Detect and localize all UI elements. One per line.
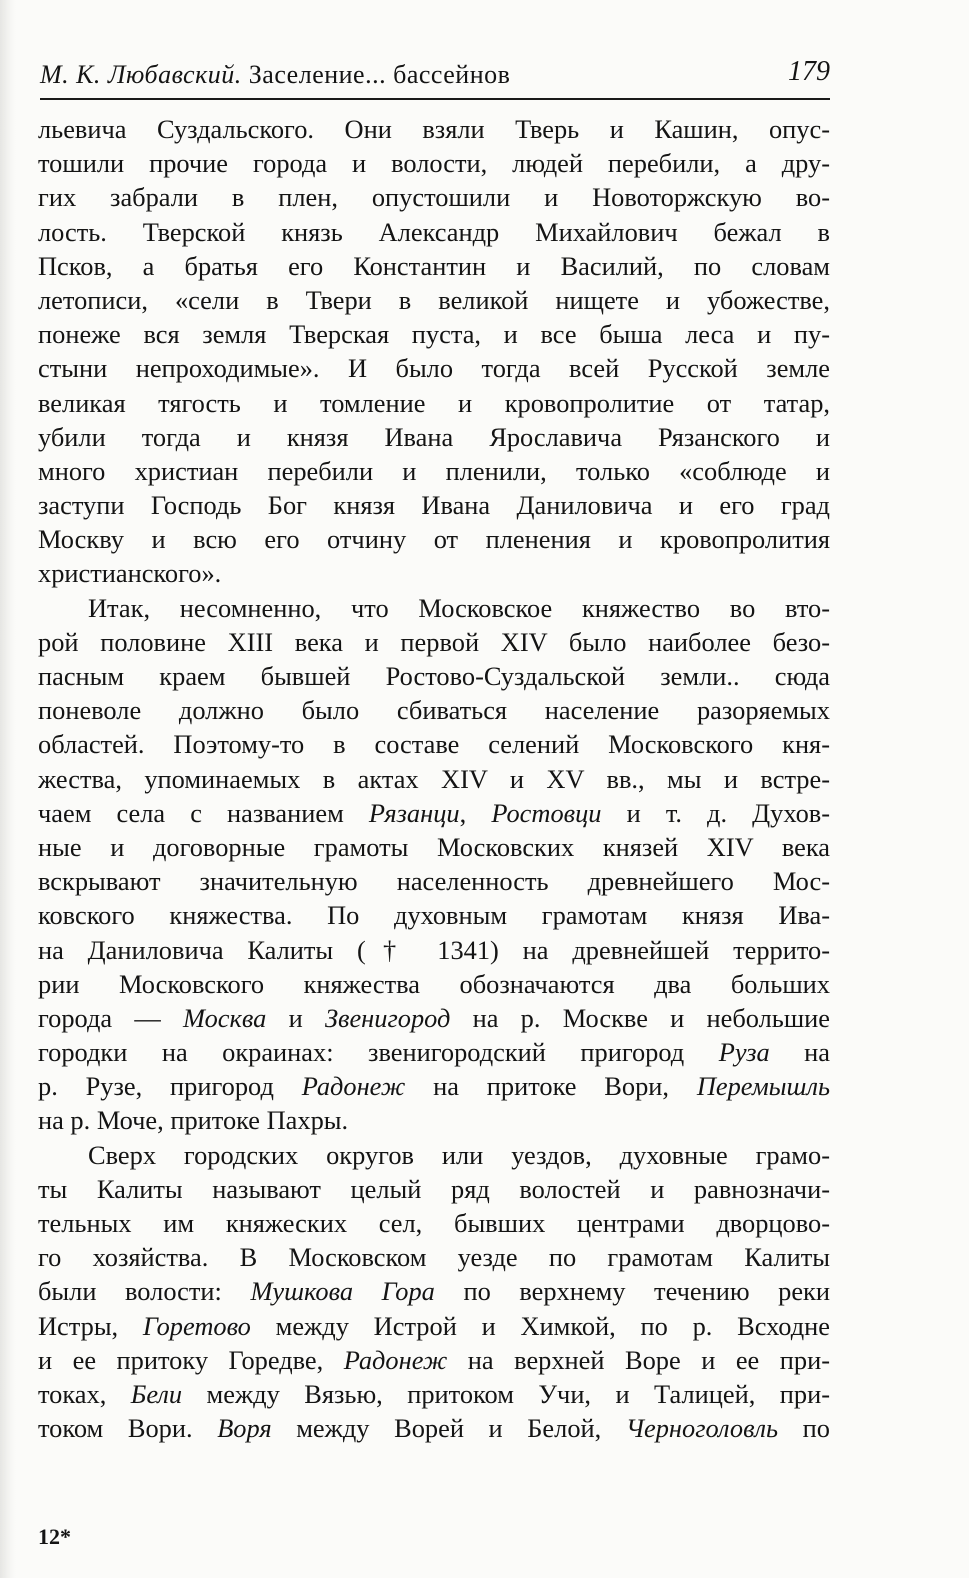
text-line	[38, 830, 830, 864]
text-line	[38, 591, 830, 625]
text-line	[38, 1411, 830, 1445]
text-line	[38, 317, 830, 351]
text-line	[38, 522, 830, 556]
text-run: по верхнему течению реки	[434, 1276, 830, 1307]
text-run: током Вори.	[38, 1413, 218, 1444]
text-run: гих забрали в плен, опустошили и Новоторжскую во-	[38, 182, 830, 213]
text-run: на	[769, 1037, 830, 1068]
text-line	[38, 386, 830, 420]
text-line	[38, 420, 830, 454]
text-run: и т. д. Духов-	[601, 797, 830, 828]
text-run: между Ворей и Белой,	[271, 1413, 626, 1444]
text-run: пасным краем бывшей Ростово-Суздальской земли.. сюда	[38, 661, 830, 691]
text-run: летописи, «сели в Твери в великой нищете и убожестве,	[38, 284, 830, 315]
italic-term: Горетово	[142, 1310, 251, 1341]
italic-term: Радонеж	[301, 1071, 406, 1102]
text-line	[38, 727, 830, 761]
signature-mark: 12*	[38, 1524, 71, 1549]
paragraph	[38, 591, 830, 1138]
text-line	[38, 933, 830, 967]
text-run: го хозяйства. В Московском уезде по грамотам Калиты	[38, 1242, 830, 1273]
text-run: убили тогда и князя Ивана Ярославича Рязанского и	[38, 421, 830, 452]
text-run: понеже вся земля Тверская пуста, и все быша леса и пу-	[38, 319, 830, 350]
text-run: заступи Господь Бог князя Ивана Даниловича и его град	[38, 490, 830, 521]
text-line	[38, 1274, 830, 1308]
text-line	[38, 967, 830, 1001]
text-line	[38, 1206, 830, 1240]
body-text	[38, 112, 830, 1445]
header-rule	[40, 98, 830, 100]
text-run: Москву и всю его отчину от пленения и кровопролития	[38, 524, 830, 555]
text-line	[38, 146, 830, 180]
text-line	[38, 249, 830, 283]
text-run: были волости:	[38, 1276, 251, 1307]
italic-term: Ростовци	[491, 797, 602, 828]
text-line	[38, 1377, 830, 1411]
text-line	[38, 1172, 830, 1206]
paragraph	[38, 112, 830, 591]
text-line	[38, 762, 830, 796]
paragraph	[38, 1138, 830, 1446]
text-run: льевича Суздальского. Они взяли Тверь и Кашин, опус-	[38, 114, 830, 144]
text-line	[38, 1309, 830, 1343]
text-run: рии Московского княжества обозначаются два больших	[38, 968, 830, 999]
page-gutter-shadow	[0, 0, 16, 1578]
running-head-title	[40, 60, 510, 90]
italic-term: Москва	[183, 1002, 267, 1033]
text-line	[38, 898, 830, 932]
italic-term: Рязанци	[368, 797, 460, 828]
italic-term: Мушкова Гора	[250, 1276, 435, 1307]
text-run: рой половине XIII века и первой XIV было наиболее безо-	[38, 626, 830, 657]
text-line	[38, 112, 830, 146]
text-run: ные и договорные грамоты Московских князей XIV века	[38, 831, 830, 862]
text-run: ты Калиты называют целый ряд волостей и равнозначи-	[38, 1173, 830, 1204]
text-run: и ее притоку Горедве,	[38, 1344, 344, 1375]
italic-term: Черноголовль	[625, 1413, 779, 1444]
text-run: токах,	[38, 1378, 131, 1409]
text-run: стыни непроходимые». И было тогда всей Русской земле	[38, 353, 830, 384]
text-line	[38, 283, 830, 317]
text-line	[38, 215, 830, 249]
text-run: между Вязью, притоком Учи, и Талицей, при-	[182, 1378, 830, 1409]
text-run: Сверх городских округов или уездов, духовные грамо-	[88, 1139, 830, 1170]
text-run: чаем села с названием	[38, 797, 369, 828]
text-line	[38, 556, 830, 590]
text-run: поневоле должно было сбиваться население разоряемых	[38, 695, 830, 726]
text-run: между Истрой и Химкой, по р. Всходне	[250, 1310, 830, 1341]
text-line	[38, 796, 830, 830]
text-run: Истры,	[38, 1310, 143, 1341]
text-run: города —	[38, 1002, 183, 1033]
running-head-book-title: Заселение... бассейнов	[248, 60, 511, 89]
text-line	[38, 488, 830, 522]
text-line	[38, 1069, 830, 1103]
running-head	[40, 52, 830, 96]
text-run: ковского княжества. По духовным грамотам князя Ива-	[38, 900, 830, 931]
text-run: тошили прочие города и волости, людей перебили, а дру-	[38, 148, 830, 179]
text-line	[38, 1343, 830, 1377]
text-line	[38, 1240, 830, 1274]
text-run: на р. Моче, притоке Пахры.	[38, 1105, 349, 1136]
italic-term: Бели	[130, 1378, 183, 1409]
text-line	[38, 625, 830, 659]
text-run: городки на окраинах: звенигородский пригород	[38, 1037, 719, 1068]
italic-term: Перемышль	[696, 1071, 830, 1102]
text-run: много христиан перебили и пленили, только «соблюде и	[38, 455, 830, 486]
text-run: на Даниловича Калиты († 1341) на древнейшей террито-	[38, 934, 830, 965]
italic-term: Радонеж	[343, 1344, 448, 1375]
italic-term: Воря	[217, 1413, 272, 1444]
italic-term: Руза	[718, 1037, 770, 1068]
text-run: на р. Москве и небольшие	[450, 1002, 830, 1033]
text-run: на верхней Воре и ее при-	[447, 1344, 830, 1375]
text-line	[38, 1001, 830, 1035]
text-run: областей. Поэтому-то в составе селений Московского кня-	[38, 729, 830, 760]
text-run: по	[778, 1413, 830, 1444]
text-line	[38, 454, 830, 488]
running-head-author: М. К. Любавский.	[40, 60, 242, 89]
text-run: Псков, а братья его Константин и Василий, по словам	[38, 250, 830, 281]
text-run: ,	[459, 797, 492, 828]
text-run: и	[266, 1002, 325, 1033]
text-run: христианского».	[38, 558, 222, 589]
text-line	[38, 1035, 830, 1069]
text-run: вскрывают значительную населенность древнейшего Мос-	[38, 866, 830, 897]
text-line	[38, 659, 830, 693]
text-run: р. Рузе, пригород	[38, 1071, 302, 1102]
text-line	[38, 351, 830, 385]
text-run: на притоке Вори,	[405, 1071, 697, 1102]
text-run: жества, упоминаемых в актах XIV и XV вв., мы и встре-	[38, 763, 830, 794]
text-line	[38, 180, 830, 214]
italic-term: Звенигород	[324, 1002, 451, 1033]
text-line	[38, 1138, 830, 1172]
text-run: тельных им княжеских сел, бывших центрами дворцово-	[38, 1208, 830, 1238]
text-run: Итак, несомненно, что Московское княжество во вто-	[88, 592, 830, 623]
text-line	[38, 864, 830, 898]
text-run: великая тягость и томление и кровопролитие от татар,	[38, 387, 830, 418]
text-line	[38, 1103, 830, 1137]
text-run: лость. Тверской князь Александр Михайлович бежал в	[38, 216, 830, 247]
page-number: 179	[788, 56, 830, 87]
text-line	[38, 693, 830, 727]
